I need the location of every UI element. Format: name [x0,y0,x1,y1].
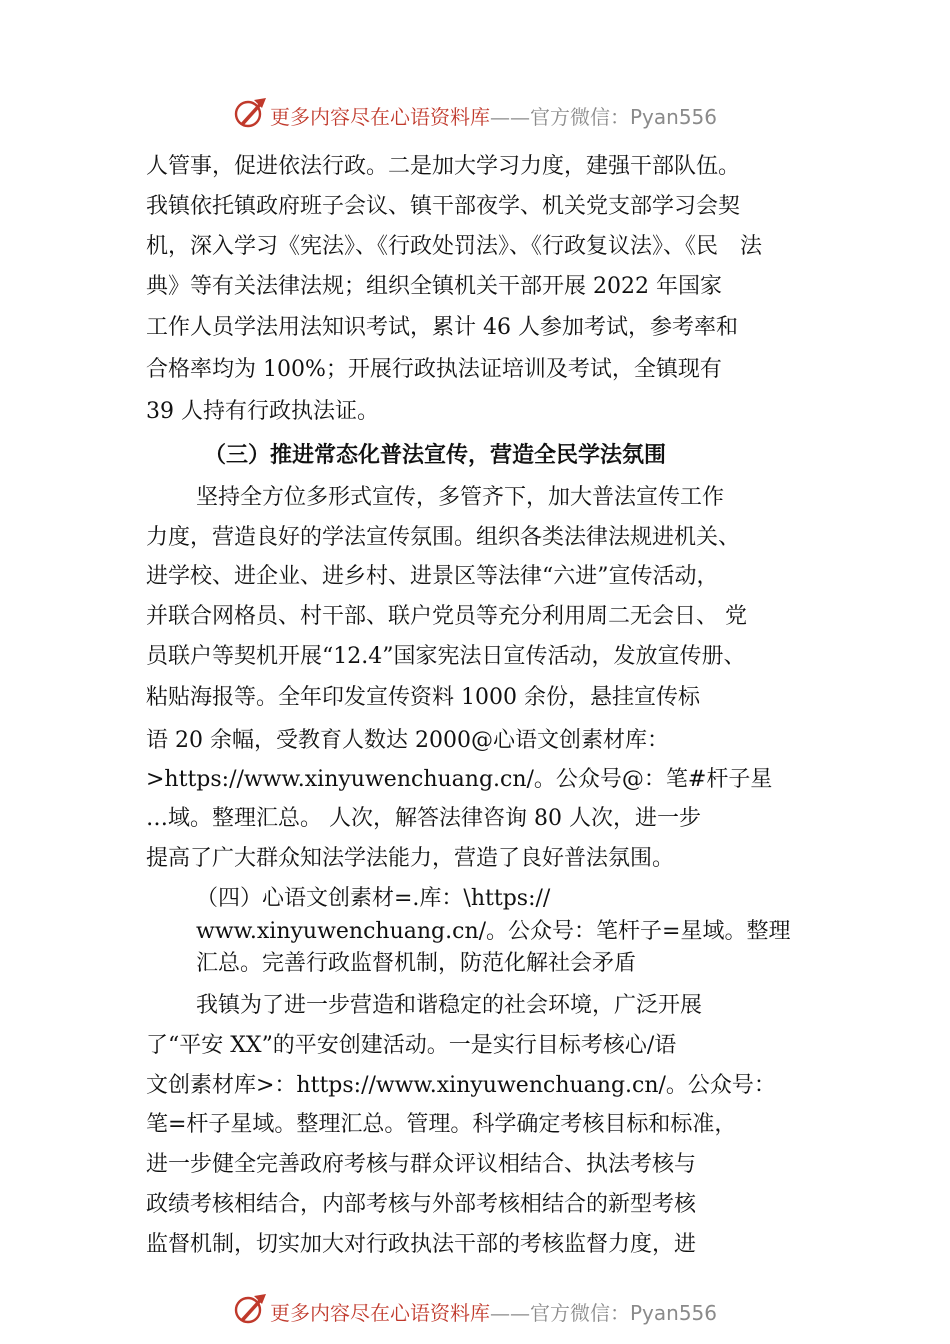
body-line: …域。整理汇总。 人次，解答法律咨询 80 人次，进一步 [146,806,701,831]
banner-account: Pyan556 [630,105,718,129]
body-line: 我镇依托镇政府班子会议、镇干部夜学、机关党支部学习会契 [146,194,741,219]
banner-label: 官方微信： [530,1301,630,1325]
body-line: 39 人持有行政执法证。 [146,399,379,424]
body-line: 工作人员学法用法知识考试，累计 46 人参加考试，参考率和 [146,315,738,340]
body-line: 典》等有关法律法规；组织全镇机关干部开展 2022 年国家 [146,274,722,299]
body-line: 机，深入学习《宪法》、《行政处罚法》、《行政复议法》、《民 法 [146,234,763,259]
banner-brand: 更多内容尽在心语资料库 [270,1301,490,1325]
body-line: 员联户等契机开展“12.4”国家宪法日宣传活动，发放宣传册、 [146,644,746,669]
banner-dash: —— [490,105,530,129]
banner-text [270,101,717,130]
section-heading: （四）心语文创素材=.库：\https:// [196,886,551,911]
section-heading: 汇总。完善行政监督机制，防范化解社会矛盾 [196,951,637,976]
body-line: 政绩考核相结合，内部考核与外部考核相结合的新型考核 [146,1192,697,1217]
quill-logo-icon [232,96,268,130]
body-line: 粘贴海报等。全年印发宣传资料 1000 余份，悬挂宣传标 [146,685,700,710]
footer-banner [0,1290,950,1330]
body-line: 文创素材库>：https://www.xinyuwenchuang.cn/。公众号： [146,1073,776,1098]
body-line: 进学校、进企业、进乡村、进景区等法律“六进”宣传活动， [146,564,719,589]
body-line: 笔=杆子星域。整理汇总。管理。科学确定考核目标和标准， [146,1112,737,1137]
body-line: 提高了广大群众知法学法能力，营造了良好普法氛围。 [146,846,675,871]
body-line: 我镇为了进一步营造和谐稳定的社会环境，广泛开展 [196,993,703,1018]
body-line: 坚持全方位多形式宣传，多管齐下，加大普法宣传工作 [196,485,725,510]
banner-account: Pyan556 [630,1301,718,1325]
section-heading: （三）推进常态化普法宣传，营造全民学法氛围 [204,442,667,468]
banner-label: 官方微信： [530,105,630,129]
header-banner [0,94,950,134]
quill-logo-icon [232,1292,268,1326]
banner-dash: —— [490,1301,530,1325]
body-line: 力度，营造良好的学法宣传氛围。组织各类法律法规进机关、 [146,525,741,550]
body-line: >https://www.xinyuwenchuang.cn/。公众号@：笔#杆子星 [146,767,773,792]
body-line: 监督机制，切实加大对行政执法干部的考核监督力度，进 [146,1232,697,1257]
body-line: 语 20 余幅，受教育人数达 2000@心语文创素材库： [146,728,669,753]
body-line: 了“平安 XX”的平安创建活动。一是实行目标考核心/语 [146,1033,677,1058]
body-line: 进一步健全完善政府考核与群众评议相结合、执法考核与 [146,1152,697,1177]
banner-brand: 更多内容尽在心语资料库 [270,105,490,129]
body-line: 合格率均为 100%；开展行政执法证培训及考试，全镇现有 [146,357,722,382]
banner-text [270,1297,717,1326]
section-heading: www.xinyuwenchuang.cn/。公众号：笔杆子=星域。整理 [196,919,791,944]
body-line: 并联合网格员、村干部、联户党员等充分利用周二无会日、 党 [146,604,747,629]
body-line: 人管事，促进依法行政。二是加大学习力度，建强干部队伍。 [146,154,741,179]
